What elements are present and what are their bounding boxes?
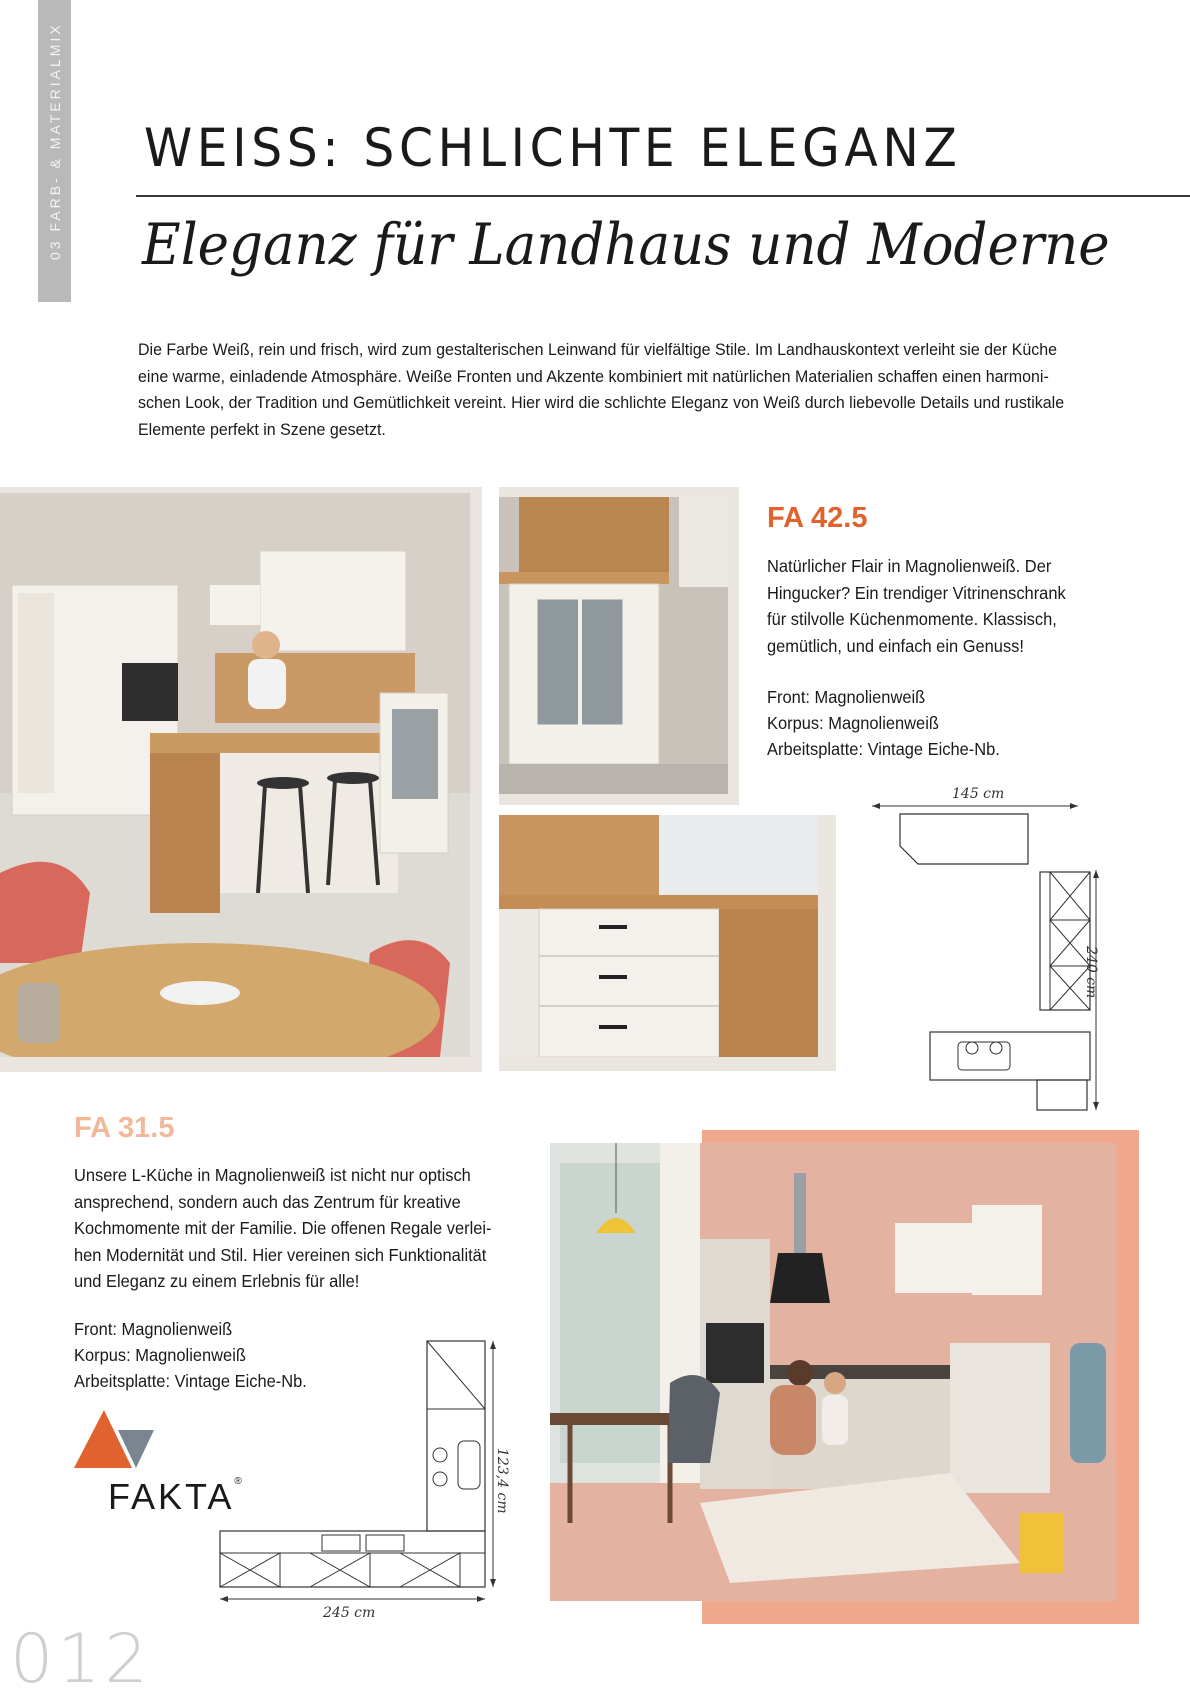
fa315-description: Unsere L-Küche in Magnolienweiß ist nicht nur optisch ansprechend, sondern auch das Zentrum für kreative Kochmomente mit der Familie. Die offenen Regale verlei-hen Modernität und Stil. Hier vereinen sich Funktionalität und Eleganz zu einem Erlebnis für alle! (74, 1165, 492, 1291)
title-divider (136, 195, 1190, 197)
fa425-heading: FA 42.5 (767, 502, 868, 534)
section-tab-label: 03 FARB- & MATERIALMIX (46, 22, 63, 260)
vitrine-photo (499, 497, 728, 794)
fa425-korpus: Korpus: Magnolienweiß (767, 713, 939, 733)
fakta-logo-registered: ® (234, 1476, 245, 1487)
fa315-heading: FA 31.5 (74, 1112, 175, 1144)
fa425-height-label: 240 cm (1083, 946, 1099, 999)
fa315-korpus: Korpus: Magnolienweiß (74, 1345, 246, 1365)
fa315-width-label: 245 cm (323, 1605, 376, 1621)
fa425-floor-plan (860, 780, 1120, 1120)
page-number: 012 (10, 1620, 152, 1699)
l-kitchen-photo (550, 1143, 1116, 1601)
intro-paragraph: Die Farbe Weiß, rein und frisch, wird zum gestalterischen Leinwand für vielfältige Stile. Im Landhauskontext verleiht sie der Küche eine warme, einladende Atmosphäre. Weiße Fronten und Akzente kombiniert mit natürlichen Materialien schaffen einen harmoni-schen Look, der Tradition und Gemütlichkeit vereint. Hier wird die schlichte Eleganz von Weiß durch liebevolle Details und rustikale Elemente perfekt in Szene gesetzt. (138, 340, 1065, 439)
fa315-front: Front: Magnolienweiß (74, 1319, 233, 1339)
fa425-description: Natürlicher Flair in Magnolienweiß. Der Hingucker? Ein trendiger Vitrinenschrank für stilvolle Küchenmomente. Klassisch, gemütlich, und einfach ein Genuss! (767, 556, 1066, 656)
fa315-worktop: Arbeitsplatte: Vintage Eiche-Nb. (74, 1371, 307, 1391)
fa425-width-label: 145 cm (952, 786, 1005, 802)
fa425-front: Front: Magnolienweiß (767, 687, 926, 707)
page-subtitle: Eleganz für Landhaus und Moderne (142, 212, 1110, 278)
fakta-logo-mark-icon (74, 1408, 164, 1470)
drawers-photo (499, 815, 818, 1057)
fa315-floor-plan (210, 1335, 510, 1615)
kitchen-photo-main (0, 493, 470, 1057)
page-title: WEISS: SCHLICHTE ELEGANZ (144, 118, 962, 179)
fa425-worktop: Arbeitsplatte: Vintage Eiche-Nb. (767, 739, 1000, 759)
section-tab (38, 0, 71, 302)
fakta-logo-text: FAKTA (108, 1476, 235, 1517)
fa315-height-label: 123,4 cm (494, 1448, 510, 1514)
